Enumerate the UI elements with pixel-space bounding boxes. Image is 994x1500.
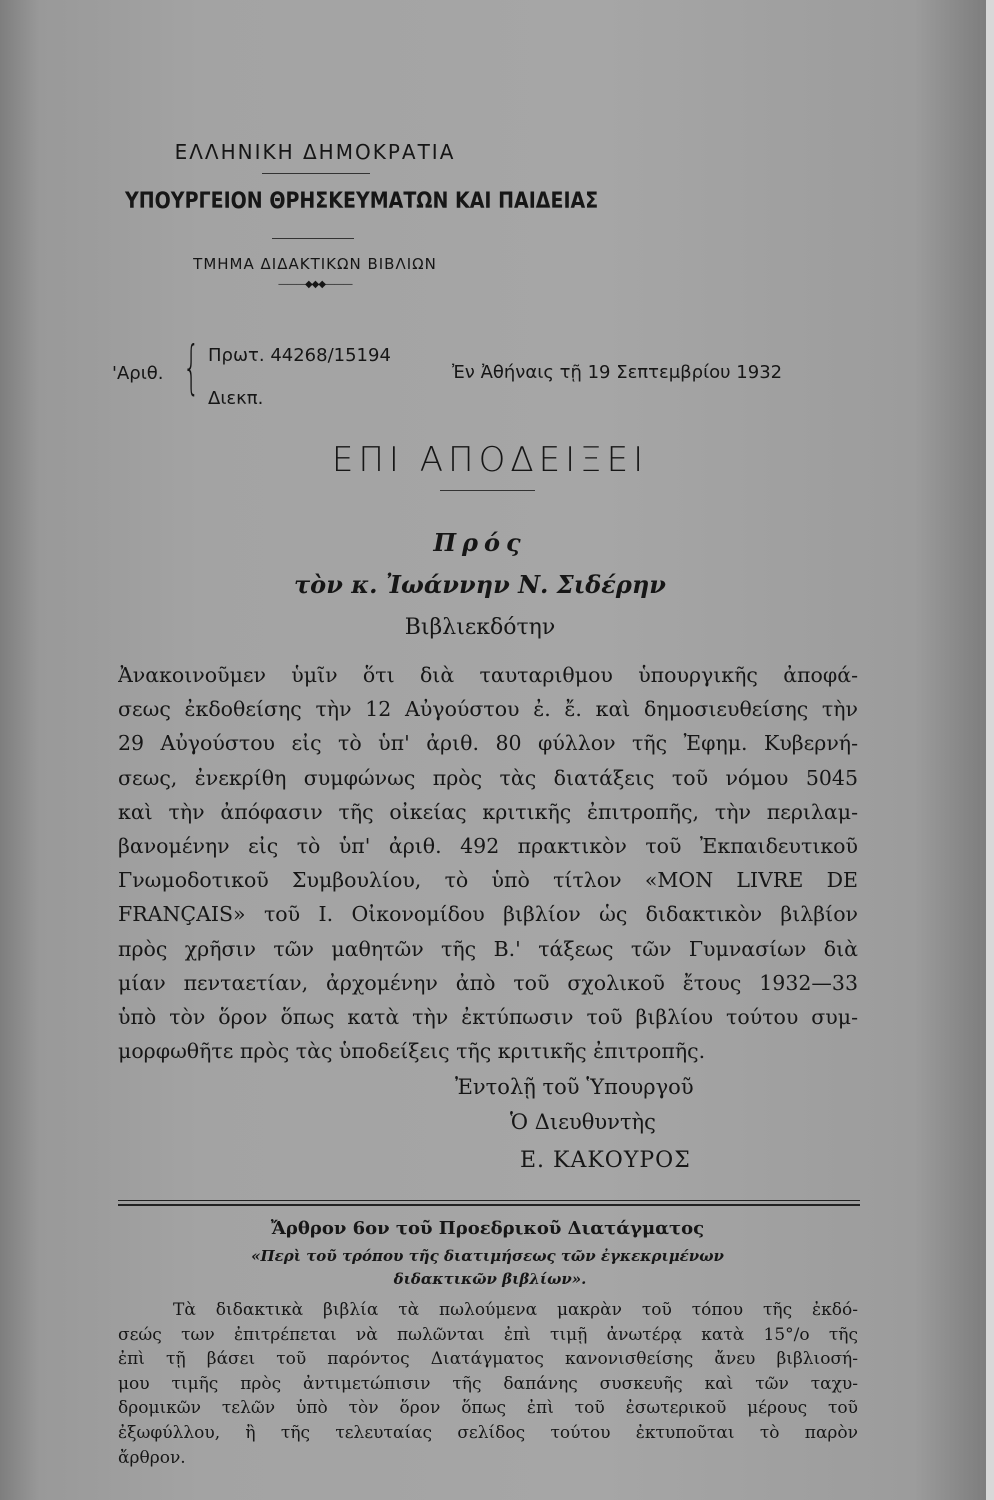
header-divider-2 (272, 238, 354, 239)
header-divider-1 (262, 173, 370, 174)
article-line: ἐπὶ τῇ βάσει τοῦ παρόντος Διατάγματος κανονισθείσης ἄνευ βιβλιοσή- (118, 1349, 858, 1370)
reference-brace: { (183, 333, 200, 401)
dispatch-number: Διεκπ. (208, 388, 264, 409)
body-line: Ἀνακοινοῦμεν ὑμῖν ὅτι διὰ ταυταριθμου ὑπουργικῆς ἀποφά- (118, 663, 858, 687)
article-title: Ἄρθρον 6ον τοῦ Προεδρικοῦ Διατάγματος (270, 1218, 705, 1239)
title-divider (440, 490, 535, 491)
body-line: πρὸς χρῆσιν τῶν μαθητῶν τῆς Β.' τάξεως τῶν Γυμνασίων διὰ (118, 936, 858, 961)
header-department: ΤΜΗΜΑ ΔΙΔΑΚΤΙΚΩΝ ΒΙΒΛΙΩΝ (193, 255, 437, 273)
header-ornament: ———◆◆◆——— (277, 279, 353, 290)
signature-name: Ε. ΚΑΚΟΥΡΟΣ (520, 1148, 691, 1173)
addressee-to: Πρός (433, 528, 527, 557)
article-subtitle: «Περὶ τοῦ τρόπου τῆς διατιμήσεως τῶν ἐγκεκριμένων (251, 1247, 724, 1265)
reference-label: 'Αριθ. (112, 363, 164, 384)
body-line: σεως, ἐνεκρίθη συμφώνως πρὸς τὰς διατάξεις τοῦ νόμου 5045 (118, 765, 858, 790)
document-title: ΕΠΙ ΑΠΟΔΕΙΞΕΙ (331, 440, 649, 480)
body-line: βανομένην εἰς τὸ ὑπ' ἀριθ. 492 πρακτικὸν τοῦ Ἐκπαιδευτικοῦ (118, 834, 858, 859)
article-line: Τὰ διδακτικὰ βιβλία τὰ πωλούμενα μακρὰν τοῦ τόπου τῆς ἐκδό- (173, 1300, 858, 1320)
body-line: 29 Αὐγούστου εἰς τὸ ὑπ' ἀριθ. 80 φύλλον τῆς Ἐφημ. Κυβερνή- (118, 731, 858, 756)
signature-title: Ὁ Διευθυντὴς (510, 1110, 656, 1134)
body-line: ὑπὸ τὸν ὅρον ὅπως κατὰ τὴν ἐκτύπωσιν τοῦ βιβλίου τούτου συμ- (118, 1005, 858, 1030)
article-subtitle-cont: διδακτικῶν βιβλίων». (393, 1270, 587, 1288)
header-ministry: ΥΠΟΥΡΓΕΙΟΝ ΘΡΗΣΚΕΥΜΑΤΩΝ ΚΑΙ ΠΑΙΔΕΙΑΣ (125, 188, 599, 214)
addressee-name: τὸν κ. Ἰωάννην Ν. Σιδέρην (294, 570, 666, 599)
body-line: FRANÇAIS» τοῦ Ι. Οἰκονομίδου βιβλίον ὡς διδακτικὸν βιλβίον (118, 902, 858, 927)
article-line: μου τιμῆς πρὸς ἀντιμετώπισιν τῆς δαπάνης συσκευῆς καὶ τῶν ταχυ- (118, 1373, 858, 1394)
body-line: μορφωθῆτε πρὸς τὰς ὑποδείξεις τῆς κριτικῆς ἐπιτροπῆς. (118, 1039, 706, 1064)
addressee-role: Βιβλιεκδότην (404, 615, 556, 640)
article-line: ἄρθρον. (118, 1447, 186, 1468)
letter-body (118, 658, 858, 1068)
header-republic: ΕΛΛΗΝΙΚΗ ΔΗΜΟΚΡΑΤΙΑ (174, 140, 456, 164)
body-line: καὶ τὴν ἀπόφασιν τῆς οἰκείας κριτικῆς ἐπιτροπῆς, τὴν περιλαμ- (118, 799, 858, 824)
body-line: Γνωμοδοτικοῦ Συμβουλίου, τὸ ὑπὸ τίτλον «MON LIVRE DE (118, 868, 858, 893)
article-line: δρομικῶν τελῶν ὑπὸ τὸν ὅρον ὅπως ἐπὶ τοῦ ἐσωτερικοῦ μέρους τοῦ (118, 1398, 858, 1419)
protocol-number: Πρωτ. 44268/15194 (208, 345, 391, 366)
page-edge (986, 0, 994, 1500)
article-body (118, 1298, 858, 1470)
article-line: ἐξωφύλλου, ἢ τῆς τελευταίας σελίδος τούτου ἐκτυποῦται τὸ παρὸν (118, 1422, 858, 1443)
section-divider-bottom (118, 1204, 860, 1206)
place-date: Ἐν Ἀθήναις τῇ 19 Σεπτεμβρίου 1932 (452, 362, 783, 383)
signature-authority: Ἐντολῇ τοῦ Ὑπουργοῦ (455, 1075, 694, 1099)
body-line: σεως ἐκδοθείσης τὴν 12 Αὐγούστου ἐ. ἔ. καὶ δημοσιευθείσης τὴν (118, 697, 858, 722)
section-divider-top (118, 1200, 860, 1201)
article-line: σεώς των ἐπιτρέπεται νὰ πωλῶνται ἐπὶ τιμῇ ἀνωτέρᾳ κατὰ 15°/ο τῆς (118, 1324, 858, 1345)
body-line: μίαν πενταετίαν, ἀρχομένην ἀπὸ τοῦ σχολικοῦ ἔτους 1932—33 (118, 970, 858, 995)
